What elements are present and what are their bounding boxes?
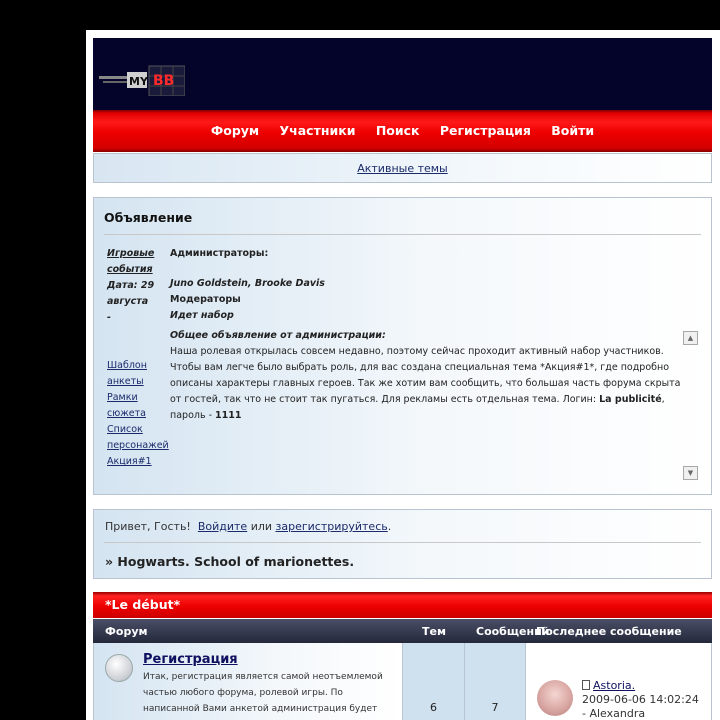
- register-link[interactable]: зарегистрируйтесь: [275, 520, 388, 533]
- events-label-1: Игровые: [107, 248, 155, 259]
- last-post-date: 2009-06-06 14:02:24: [582, 693, 699, 706]
- link-template-2[interactable]: анкеты: [107, 376, 144, 387]
- mods-label: Модераторы: [170, 294, 241, 305]
- general-label: Общее объявление от администрации:: [170, 330, 386, 341]
- admins-label: Администраторы:: [170, 248, 269, 259]
- svg-text:BB: BB: [153, 73, 175, 89]
- forum-link[interactable]: Регистрация: [143, 652, 238, 667]
- last-post-cell: [526, 643, 712, 720]
- login-value: La publicité: [599, 394, 662, 405]
- last-post-info: [582, 679, 699, 720]
- nav-register[interactable]: Регистрация: [439, 123, 531, 138]
- topics-count: 6: [403, 643, 465, 720]
- announcement-panel: [93, 197, 712, 495]
- forum-row: [93, 643, 712, 720]
- last-post-topic[interactable]: Astoria.: [593, 679, 636, 692]
- posts-count: 7: [465, 643, 526, 720]
- link-template-1[interactable]: Шаблон: [107, 360, 147, 371]
- col-forum: Форум: [105, 625, 148, 638]
- general-text: Наша ролевая открылась совсем недавно, поэтому сейчас проходит активный набор участников. Чтобы вам легче было выбрать роль, для вас создана специальная тема *Акция#1*, где подробно описаны характеры главных героев. Так же хотим вам сообщить, что большая часть форума скрыта от гостей, так что не стоит так пугаться. Для рекламы есть отдельная тема. Логин: La publicité, пароль - 1111: [170, 346, 681, 421]
- nav-login[interactable]: Войти: [551, 123, 595, 138]
- document-icon: [582, 680, 590, 690]
- nav-forum[interactable]: Форум: [210, 123, 260, 138]
- password-value: 1111: [215, 410, 242, 421]
- main-navbar: [93, 110, 712, 152]
- svg-text:MY: MY: [129, 75, 148, 88]
- link-characters-2[interactable]: персонажей: [107, 440, 169, 451]
- date-line-2: августа: [107, 296, 149, 307]
- mods-value: Идет набор: [170, 310, 234, 321]
- link-frames-2[interactable]: сюжета: [107, 408, 146, 419]
- announcement-sidebar: [107, 246, 169, 470]
- nav-search[interactable]: Поиск: [375, 123, 420, 138]
- scroll-down-icon[interactable]: ▼: [683, 466, 698, 480]
- link-promo[interactable]: Акция#1: [107, 456, 152, 467]
- spacer: [107, 326, 169, 358]
- greeting-line: Привет, Гость! Войдите или зарегистрируйтесь.: [105, 520, 392, 533]
- active-topics-bar: [93, 153, 712, 183]
- announcement-title: Объявление: [104, 210, 193, 225]
- col-last-post: Последнее сообщение: [536, 625, 682, 638]
- admins-names: Juno Goldstein, Brooke Davis: [170, 278, 325, 289]
- forum-table-header: [93, 619, 712, 643]
- active-topics-link[interactable]: Активные темы: [357, 162, 448, 175]
- last-post-author: - Alexandra: [582, 707, 646, 720]
- forum-title: » Hogwarts. School of marionettes.: [105, 554, 355, 569]
- forum-cell: [93, 643, 403, 720]
- link-frames-1[interactable]: Рамки: [107, 392, 138, 403]
- page-container: [86, 30, 720, 720]
- announcement-content: [170, 246, 682, 424]
- category-header[interactable]: *Le début*: [93, 592, 712, 618]
- col-topics: Тем: [422, 625, 446, 638]
- avatar[interactable]: [537, 680, 573, 716]
- date-line-3: -: [107, 312, 111, 323]
- scroll-up-icon[interactable]: ▲: [683, 331, 698, 345]
- forum-status-icon: [105, 654, 133, 682]
- forum-description: Итак, регистрация является самой неотъемлемой частью любого форума, ролевой игры. По написанной Вами анкетой администрация будет: [143, 672, 383, 714]
- login-link[interactable]: Войдите: [197, 520, 248, 533]
- nav-members[interactable]: Участники: [279, 123, 356, 138]
- greeting-divider: [104, 542, 701, 543]
- site-header: [93, 38, 712, 110]
- announcement-divider: [104, 234, 701, 235]
- col-posts: Сообщений: [476, 625, 550, 638]
- link-characters-1[interactable]: Список: [107, 424, 143, 435]
- mybb-logo[interactable]: [99, 64, 185, 96]
- events-label-2: события: [107, 264, 153, 275]
- date-line-1: Дата: 29: [107, 280, 155, 291]
- greeting-panel: [93, 509, 712, 579]
